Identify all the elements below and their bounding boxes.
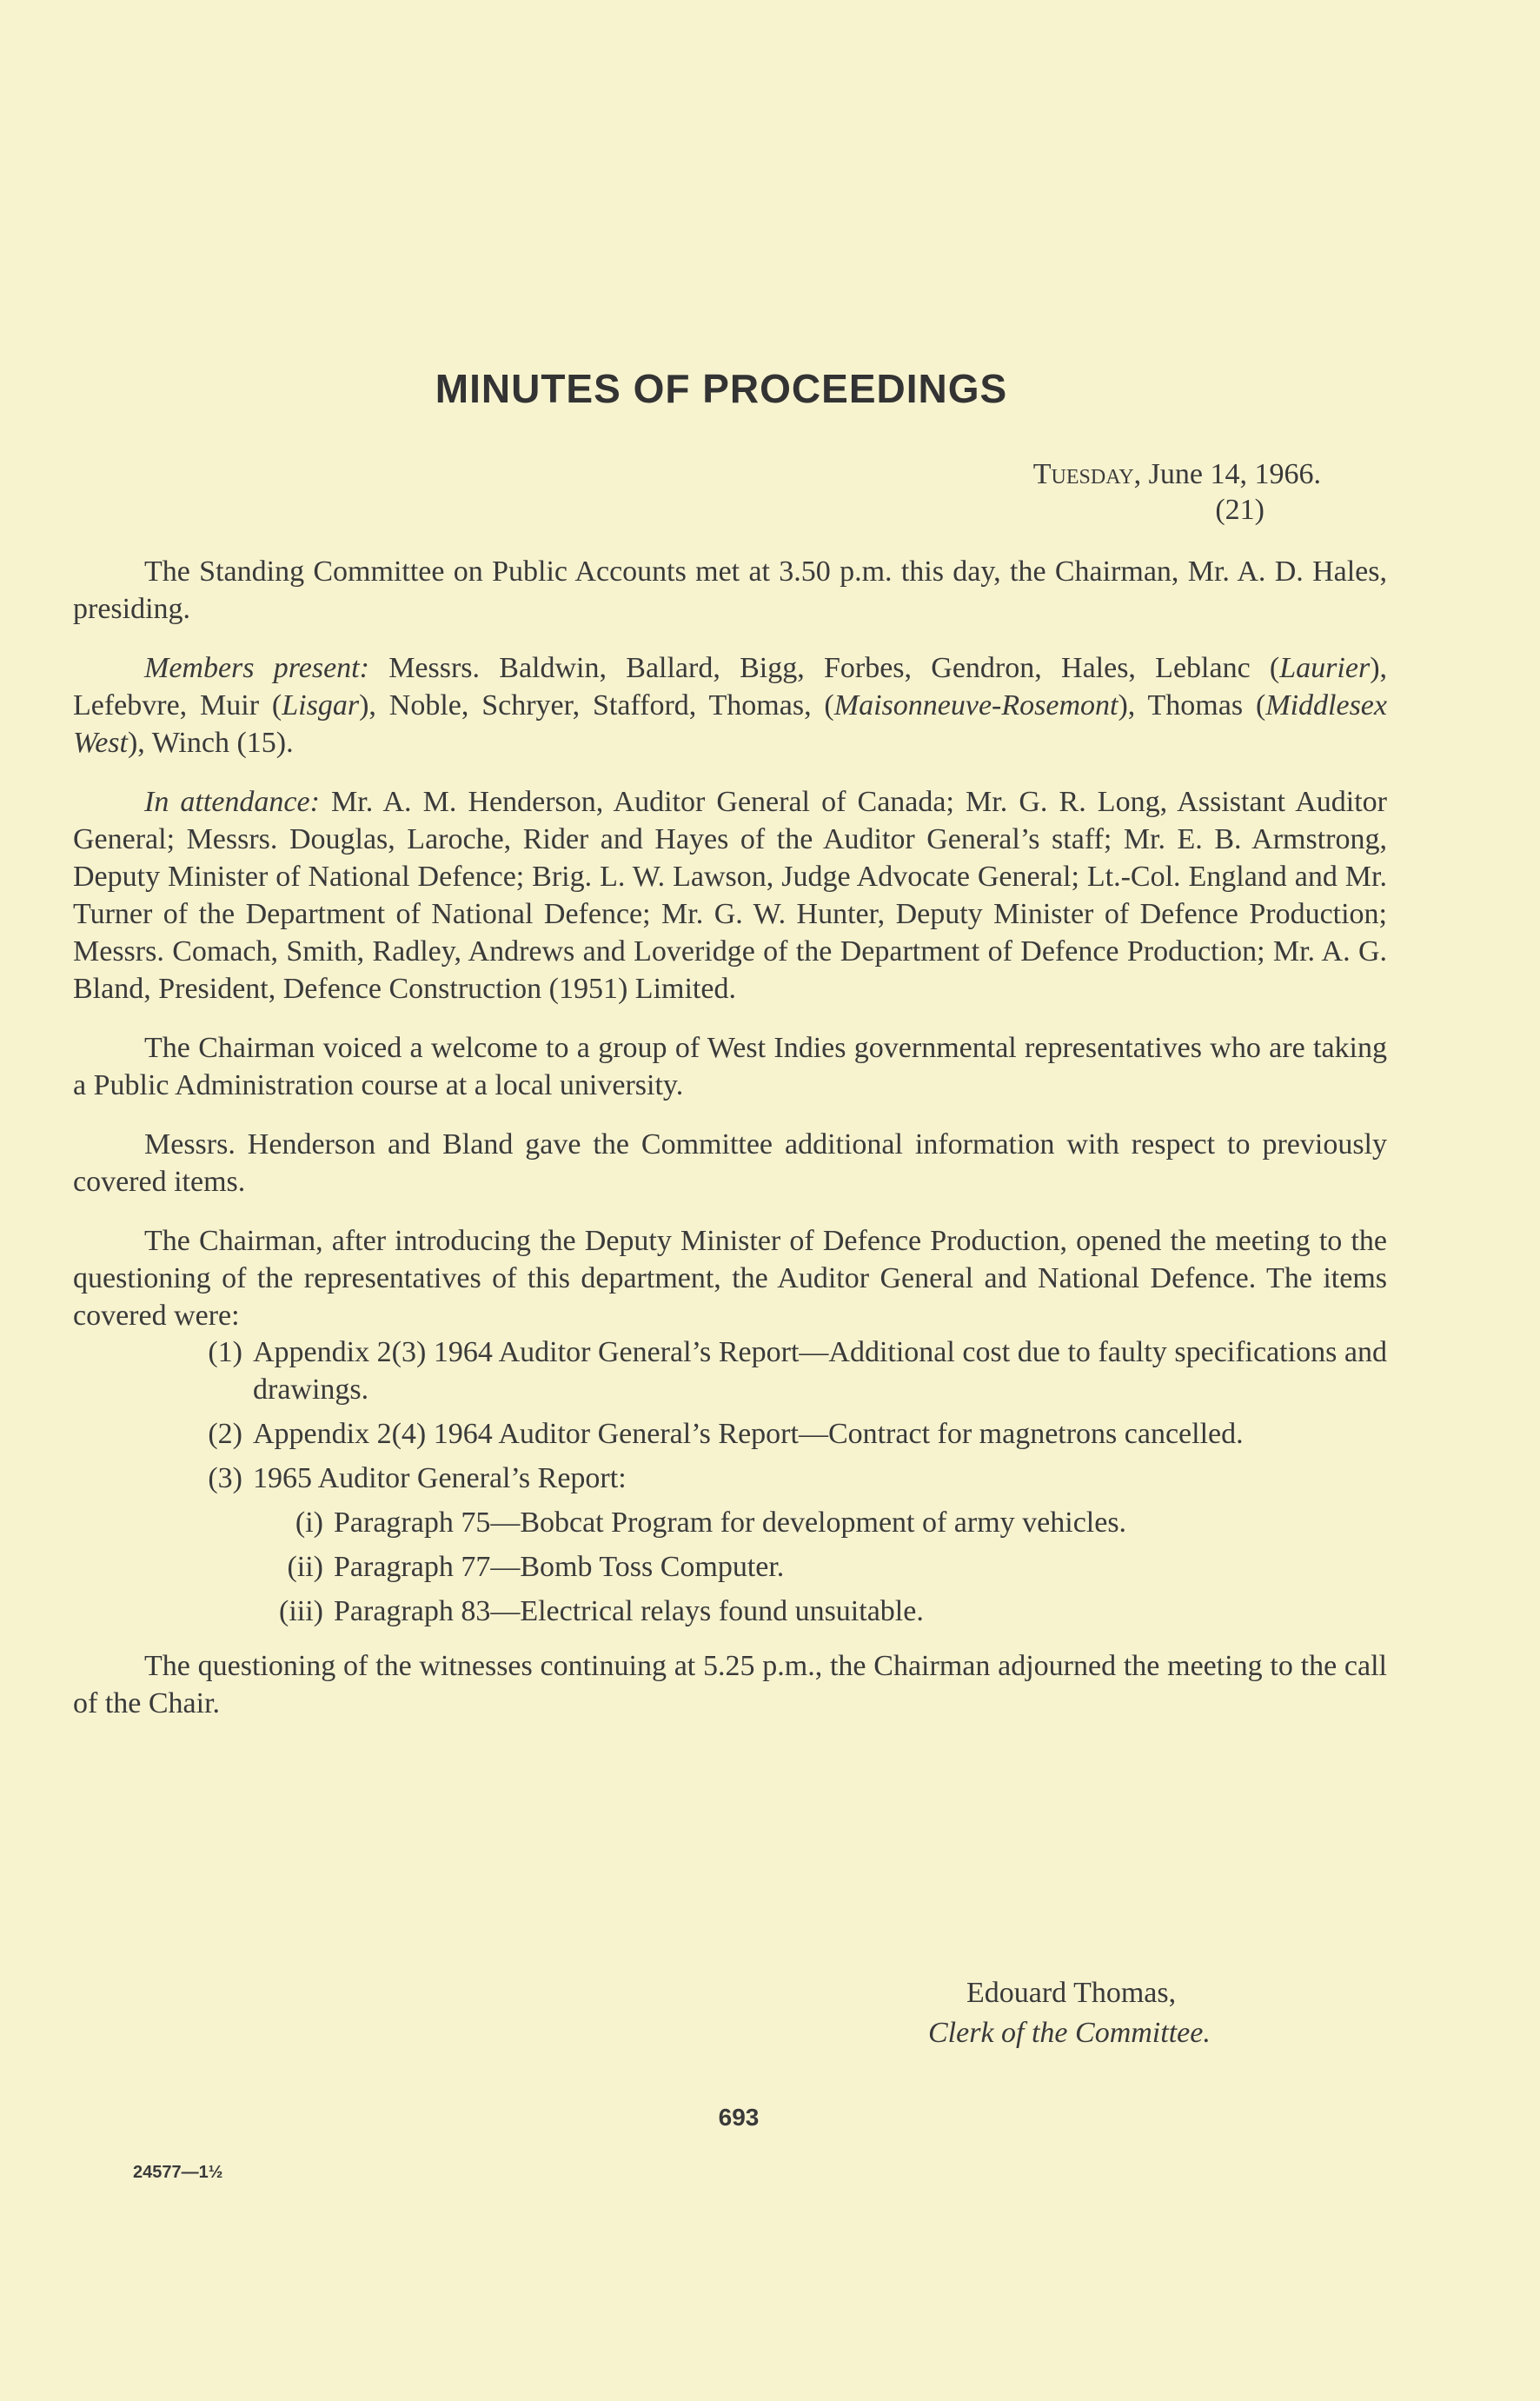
signature-block [886,1973,1321,2053]
item-number: (2) [208,1418,242,1450]
attendance-paragraph [73,783,1387,1008]
subitem-number: (ii) [287,1551,323,1583]
item-text: 1965 Auditor General’s Report: [253,1462,627,1494]
clerk-name: Edouard Thomas, [966,1977,1177,2009]
subitem-text: Paragraph 77—Bomb Toss Computer. [334,1551,785,1583]
members-text: Messrs. Baldwin, Ballard, Bigg, Forbes, Gendron, Hales, Leblanc ( [368,652,1280,684]
items-list [73,1334,1387,1630]
members-text: ), Thomas ( [1118,689,1266,722]
sub-list-item [73,1593,1387,1630]
attendance-text: Mr. A. M. Henderson, Auditor General of Canada; Mr. G. R. Long, Assistant Auditor General; Messrs. Douglas, Laroche, Rider and Hayes of the Auditor General’s staff; Mr. E. B. Armstrong, Deputy Minister of National Defence; Brig. L. W. Lawson, Judge Advocate General; Lt.-Col. England and Mr. Turner of the Department of National Defence; Mr. G. W. Hunter, Deputy Minister of Defence Production; Messrs. Comach, Smith, Radley, Andrews and Loveridge of the Department of Defence Production; Mr. A. G. Bland, President, Defence Construction (1951) Limited. [73,786,1387,1005]
closing-paragraph: The questioning of the witnesses continuing at 5.25 p.m., the Chairman adjourned the meeting to the call of the Chair. [73,1650,1387,1719]
members-paragraph [73,649,1387,762]
page-number: 693 [718,2104,760,2131]
riding-middlesex: Middlesex West [73,689,1387,759]
subitem-text: Paragraph 83—Electrical relays found unsuitable. [334,1595,924,1627]
list-item [73,1460,1387,1497]
riding-maisonneuve: Maisonneuve-Rosemont [833,689,1118,722]
minutes-body [73,553,1387,1744]
list-item [73,1334,1387,1408]
sub-list-item [73,1504,1387,1541]
sequence-number: (21) [1215,494,1265,526]
clerk-role: Clerk of the Committee. [928,2017,1211,2049]
list-item [73,1415,1387,1453]
henderson-paragraph: Messrs. Henderson and Bland gave the Committee additional information with respect to previously covered items. [73,1128,1387,1198]
item-number: (3) [208,1462,242,1494]
members-text: ), Winch (15). [127,727,294,759]
opening-paragraph: The Standing Committee on Public Accounts met at 3.50 p.m. this day, the Chairman, Mr. A. D. Hales, presiding. [73,555,1387,625]
subitem-number: (iii) [279,1595,323,1627]
item-text: Appendix 2(4) 1964 Auditor General’s Report—Contract for magnetrons cancelled. [253,1418,1244,1450]
riding-lisgar: Lisgar [282,689,360,722]
riding-laurier: Laurier [1279,652,1371,684]
welcome-paragraph: The Chairman voiced a welcome to a group of West Indies governmental representatives who are taking a Public Administration course at a local university. [73,1032,1387,1101]
dateline [926,456,1321,493]
item-number: (1) [208,1336,242,1368]
attendance-label: In attendance: [144,786,320,818]
date-rest: , June 14, 1966. [1133,458,1321,490]
item-text: Appendix 2(3) 1964 Auditor General’s Report—Additional cost due to faulty specifications and drawings. [253,1336,1387,1406]
sub-list-item [73,1548,1387,1586]
subitem-text: Paragraph 75—Bobcat Program for development of army vehicles. [334,1506,1127,1539]
members-text: ), Noble, Schryer, Stafford, Thomas, ( [359,689,834,722]
print-code: 24577—1½ [133,2163,223,2182]
subitem-number: (i) [295,1506,323,1539]
introducing-paragraph: The Chairman, after introducing the Deputy Minister of Defence Production, opened the meeting to the questioning of the representatives of this department, the Auditor General and National Defence. The items covered were: [73,1225,1387,1332]
date-day: Tuesday [1032,458,1134,490]
members-text: ), Lefebvre, Muir ( [73,652,1388,722]
members-label: Members present: [144,652,369,684]
page-title: MINUTES OF PROCEEDINGS [435,366,1008,411]
